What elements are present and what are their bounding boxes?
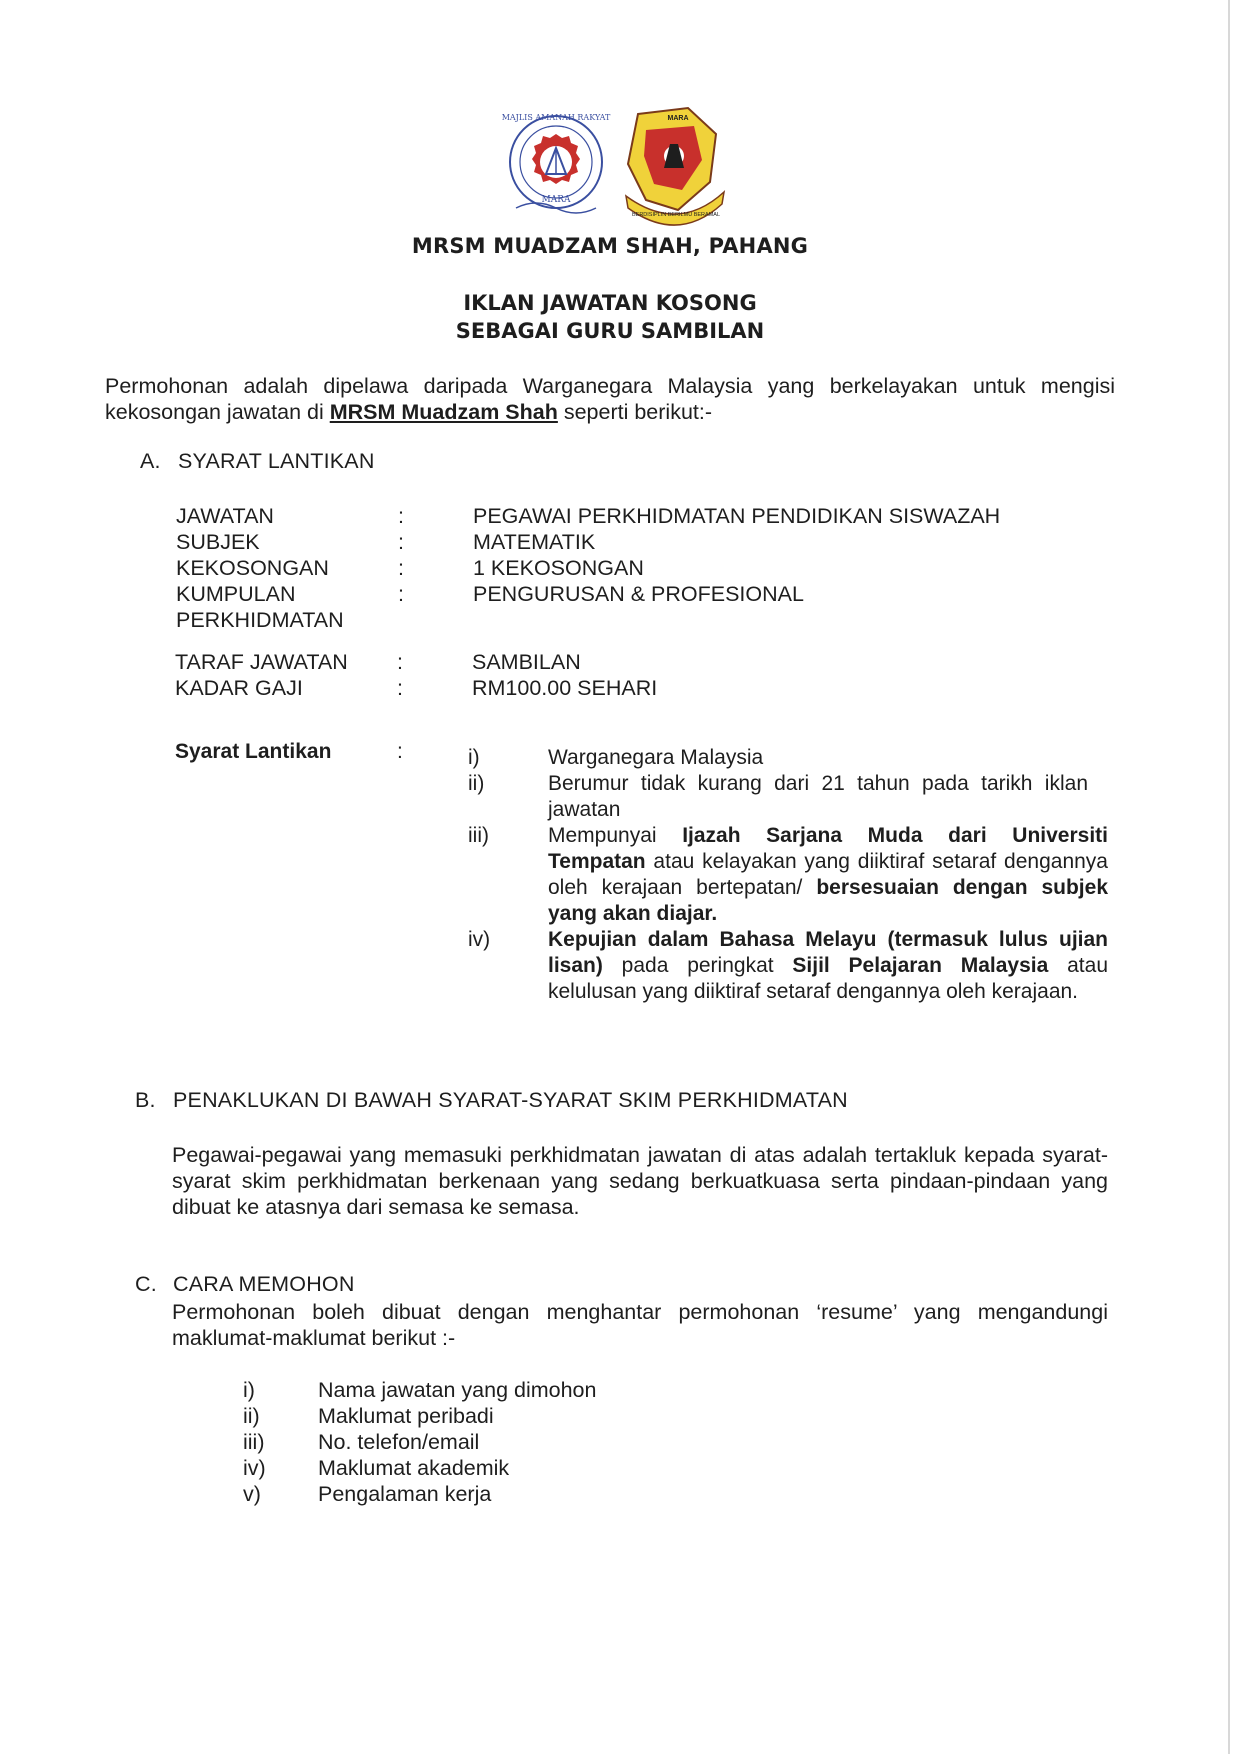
requirement-text-part: pada peringkat — [602, 954, 793, 977]
intro-paragraph — [105, 373, 1115, 425]
requirement-text-part: Warganegara Malaysia — [548, 746, 764, 769]
requirement-number: iii) — [468, 824, 489, 847]
info-colon: : — [398, 504, 404, 528]
school-name: MRSM MUADZAM SHAH, PAHANG — [411, 234, 809, 258]
requirement-text-part: Mempunyai — [548, 824, 683, 847]
intro-text-end: seperti berikut:- — [557, 400, 713, 424]
mara-seal-logo — [502, 113, 611, 213]
requirement-item — [468, 823, 1108, 927]
requirement-text-bold: bersesuaian dengan subjek yang akan diajar. — [548, 876, 1108, 925]
section-b-title: PENAKLUKAN DI BAWAH SYARAT-SYARAT SKIM PERKHIDMATAN — [173, 1088, 848, 1112]
section-c-letter: C. — [135, 1272, 157, 1296]
syarat-lantikan-colon: : — [397, 740, 403, 763]
svg-text:BERDISIPLIN BERILMU BERAMAL: BERDISIPLIN BERILMU BERAMAL — [631, 212, 721, 218]
info-value: PENGURUSAN & PROFESIONAL — [473, 582, 804, 606]
requirement-item — [468, 771, 1108, 823]
requirement-text-bold: Ijazah Sarjana Muda dari Universiti Tempatan — [548, 824, 1108, 873]
list-item-text: Maklumat peribadi — [318, 1404, 494, 1428]
syarat-lantikan-label: Syarat Lantikan — [175, 740, 332, 763]
list-item-number: ii) — [243, 1404, 260, 1428]
requirement-item — [468, 927, 1108, 1005]
list-item-text: Maklumat akademik — [318, 1456, 510, 1480]
requirement-text — [548, 745, 1108, 771]
requirement-text — [548, 771, 1088, 823]
info-key: TARAF JAWATAN — [175, 650, 348, 674]
advert-subtitle: SEBAGAI GURU SAMBILAN — [455, 319, 765, 343]
list-item-text: Nama jawatan yang dimohon — [318, 1378, 597, 1402]
info-colon: : — [397, 650, 403, 674]
info-value: PEGAWAI PERKHIDMATAN PENDIDIKAN SISWAZAH — [473, 504, 1001, 528]
list-item-number: i) — [243, 1378, 255, 1402]
requirements-list — [468, 745, 1108, 1005]
page-edge-shadow — [1228, 0, 1230, 1754]
section-b-body: Pegawai-pegawai yang memasuki perkhidmatan jawatan di atas adalah tertakluk kepada syarat-syarat skim perkhidmatan berkenaan yang sedang berkuatkuasa serta pindaan-pindaan yang dibuat ke atasnya dari semasa ke semasa. — [172, 1143, 1108, 1219]
requirement-text-bold: Kepujian dalam Bahasa Melayu (termasuk lulus ujian lisan) — [548, 928, 1108, 977]
info-key: KADAR GAJI — [175, 676, 303, 700]
list-item-number: iv) — [243, 1456, 266, 1480]
info-value: MATEMATIK — [473, 530, 596, 554]
info-value: SAMBILAN — [472, 650, 581, 674]
requirement-number: i) — [468, 746, 480, 769]
requirement-text — [548, 823, 1108, 927]
info-value: RM100.00 SEHARI — [472, 676, 658, 700]
requirement-item — [468, 745, 1108, 771]
info-key: JAWATAN — [176, 504, 274, 528]
mrsm-crest-logo — [626, 108, 724, 225]
info-key: KUMPULAN — [176, 582, 296, 606]
list-item-text: No. telefon/email — [318, 1430, 480, 1454]
svg-text:MAJLIS AMANAH RAKYAT: MAJLIS AMANAH RAKYAT — [501, 113, 611, 122]
list-item-text: Pengalaman kerja — [318, 1482, 492, 1506]
list-item-number: iii) — [243, 1430, 265, 1454]
requirement-text-part: atau kelulusan yang diiktiraf setaraf dengannya oleh kerajaan. — [548, 954, 1108, 1003]
intro-school-highlight: MRSM Muadzam Shah — [329, 400, 558, 424]
info-key-continued: PERKHIDMATAN — [176, 608, 344, 632]
info-colon: : — [398, 530, 404, 554]
info-colon: : — [397, 676, 403, 700]
intro-text: Permohonan adalah dipelawa daripada Warganegara Malaysia yang berkelayakan untuk mengisi kekosongan jawatan di — [105, 374, 1115, 424]
info-key: SUBJEK — [176, 530, 260, 554]
section-a-title: SYARAT LANTIKAN — [178, 449, 375, 473]
requirement-text-part: Berumur tidak kurang dari 21 tahun pada tarikh iklan jawatan — [548, 772, 1088, 821]
list-item-number: v) — [243, 1482, 261, 1506]
section-a-heading — [140, 449, 375, 474]
section-b-letter: B. — [135, 1088, 156, 1112]
info-key: KEKOSONGAN — [176, 556, 329, 580]
section-a-letter: A. — [140, 449, 161, 473]
requirement-number: iv) — [468, 928, 491, 951]
info-colon: : — [398, 582, 404, 606]
section-c-body: Permohonan boleh dibuat dengan menghantar permohonan ‘resume’ yang mengandungi maklumat-maklumat berikut :- — [172, 1300, 1108, 1350]
info-value: 1 KEKOSONGAN — [473, 556, 644, 580]
requirement-number: ii) — [468, 772, 485, 795]
header-logos — [498, 104, 738, 230]
advert-title: IKLAN JAWATAN KOSONG — [463, 291, 757, 315]
requirement-text-part: atau kelayakan yang diiktiraf setaraf dengannya oleh kerajaan bertepatan/ — [548, 850, 1108, 899]
section-b-heading — [135, 1088, 848, 1113]
svg-text:MARA: MARA — [541, 195, 571, 205]
requirement-text-bold: Sijil Pelajaran Malaysia — [792, 954, 1049, 977]
section-c-title: CARA MEMOHON — [173, 1272, 355, 1296]
info-colon: : — [398, 556, 404, 580]
section-c-heading — [135, 1272, 355, 1297]
requirement-text — [548, 927, 1108, 1005]
svg-text:MARA: MARA — [667, 115, 689, 122]
